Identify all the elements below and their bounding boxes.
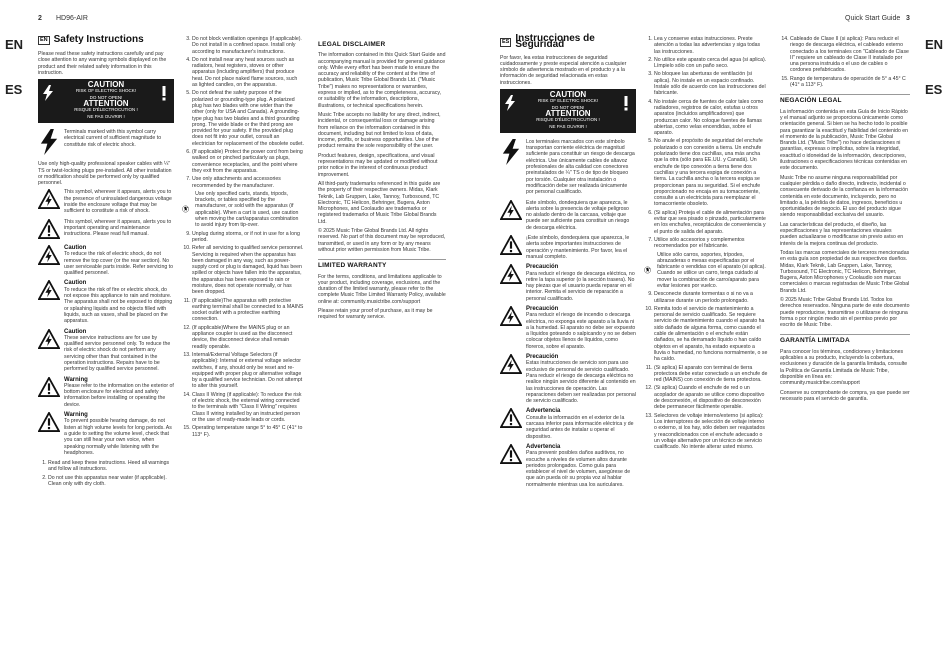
en-caution-2: Caution To reduce the risk of fire or electric shock, do not expose this appliance to rain and moisture. The apparatus shall not be exposed to dripping or splashing liquids and no objects filled with liquids, such as vases, shall be placed on the apparatus. (38, 280, 174, 324)
en-caution-3: Caution These service instructions are for use by qualified service personnel only. To reduce the risk of electric shock do not perform any servicing other than that contained in the operation instructions. Repairs have to be performed by qualified service personnel. (38, 329, 174, 373)
electric-shock-warning-icon (500, 306, 522, 326)
exclamation-warning-icon (500, 444, 522, 464)
en-instructions-list-c: 9. Unplug during storms, or if not in use for a long period. 10. Refer all servicing to qualified service personnel. Servicing is required when the apparatus has been damaged in any way, such as power-supply cord or plug is damaged, liquid has been spilled or objects have fallen into the apparatus, the apparatus has been exposed to rain or moisture, does not operate normally, or has been dropped. 11. (If applicable)The apparatus with protective earthing terminal shall be connected to a MAINS socket outlet with a protective earthing connection. 12. (If applicable)Where the MAINS plug or an appliance coupler is used as the disconnect device, the disconnect device shall remain readily operable. 13. Internal/External Voltage Selectors (if applicable): Internal or external voltage selector switches, if any, should only be reset and re-equipped with proper plug or alternative voltage by a qualified service technician. Do not attempt to alter this yourself. 14. Class II Wiring (if applicable): To reduce the risk of electric shock, the external wiring connected to the terminals with "Class II Wiring" requires Class II wiring installed by an instructed person or the use of ready-made leads or cords. 15. Operating temperature range 5° to 45° C (41° to 113° F). (182, 231, 304, 438)
lang-tab-en-left: EN (5, 37, 24, 52)
guide-title: Quick Start Guide (845, 15, 901, 22)
electric-shock-warning-icon (38, 280, 60, 300)
electric-shock-warning-icon (38, 329, 60, 349)
en-symbol-instructions: This symbol, wherever it appears, alerts you to important operating and maintenance instructions. Please read full manual. (38, 219, 174, 241)
en-cart-warning: Use only specified carts, stands, tripods, brackets, or tables specified by the manufacturer, or sold with the apparatus (if applicable). When a cart is used, use caution when moving the cart/apparatus combination to avoid injury from tip-over. (182, 191, 304, 229)
lightning-bolt-icon (42, 85, 54, 101)
es-section-title: ES Instrucciones de Seguridad (502, 33, 595, 51)
lang-tab-en-right: EN (925, 37, 944, 52)
es-symbol-voltage: Este símbolo, dondequiera que aparezca, le alerta sobre la presencia de voltaje peligroso no aislado dentro de la carcasa, voltaje que puede ser suficiente para constituir un riesgo de descarga eléctrica. (500, 200, 636, 231)
exclamation-icon (158, 85, 170, 101)
lightning-bolt-icon (38, 129, 60, 155)
en-legal-title: LEGAL DISCLAIMER (318, 41, 386, 48)
es-warning-1: Advertencia Consulte la información en el exterior de la carcasa inferior para información eléctrica y de seguridad antes de instalar u operar el dispositivo. (500, 408, 636, 439)
exclamation-warning-icon (500, 235, 522, 255)
es-symbol-instructions: ¡Este símbolo, dondequiera que aparezca, le alerta sobre importantes instrucciones de operación y mantenimiento. Por favor, lea el manual completo. (500, 235, 636, 260)
en-warning-2: Warning To prevent possible hearing damage, do not listen at high volume levels for long periods. As a guide to setting the volume level, check that you can still hear your own voice, when speaking normally while listening with the headphones. (38, 412, 174, 456)
en-column-2 (182, 36, 304, 440)
es-column-3: 14. Cableado de Clase II (si aplica): Para reducir el riesgo de descarga eléctrica, el cableado externo conectado a los terminales con "Cableado de Clase II" requiere un cableado de Clase II instalado por una persona instruida o el uso de cables o cordones prefabricados. 15. Rango de temperatura de operación de 5° a 45° C (41° a 113° F). NEGACIÓN LEGAL La información contenida en esta Guía de Inicio Rápido y el manual adjunto se proporciona únicamente como orientación general. Si bien se ha hecho todo lo posible para garantizar la exactitud y fiabilidad del contenido en el momento de la publicación, Music Tribe Global Brands Ltd. ("Music Tribe") no hace declaraciones ni garantías, expresas o implícitas, sobre la integridad, exactitud o idoneidad de la información, descripciones, ilustraciones o especificaciones técnicas contenidas en este documento. Music Tribe no asume ninguna responsabilidad por cualquier pérdida o daño directo, indirecto, incidental o consecuente derivado de la confianza en la información contenida en este documento, incluyendo, pero no limitado a, la pérdida de datos, ingresos, beneficios u oportunidades de negocio. El uso del producto sigue siendo responsabilidad exclusiva del usuario. Las características del producto, el diseño, las especificaciones y las representaciones visuales pueden actualizarse o modificarse sin previo aviso en interés de la mejora continua del producto. Todas las marcas comerciales de terceros mencionadas en esta guía son propiedad de sus respectivos dueños. Midas, Klark Teknik, Lab Gruppen, Lake, Tannoy, Turbosound, TC Electronic, TC Helicon, Behringer, Bugera, Aston Microphones y Coolaudio son marcas comerciales o marcas registradas de Music Tribe Global Brands Ltd. © 2025 Music Tribe Global Brands Ltd. Todos los derechos reservados. Ninguna parte de este documento puede reproducirse, transmitirse o utilizarse de ninguna forma o por ningún medio sin el permiso previo por escrito de Music Tribe. GARANTÍA LIMITADA Para conocer los términos, condiciones y limitaciones aplicables a su producto, incluyendo la cobertura, exclusiones y duración de la garantía limitada, consulte la Política de Garantía Limitada de Music Tribe, disponible en línea en: community.musictribe.com/support Conserve su comprobante de compra, ya que puede ser necesario para el servicio de garantía. (780, 36, 910, 405)
es-symbol-terminals: Los terminales marcados con este símbolo transportan corriente eléctrica de magnitud suficiente para constituir un riesgo de descarga eléctrica. Use únicamente cables de altavoz profesionales de alta calidad con conectores preinstalados de ¼" TS o de tipo de bloqueo por torsión. Cualquier otra instalación o modificación debe ser realizada únicamente por personal cualificado. (500, 139, 636, 196)
electric-shock-warning-icon (500, 264, 522, 284)
lang-tab-es-right: ES (925, 82, 943, 97)
es-warning-2: Advertencia Para prevenir posibles daños auditivos, no escuche a niveles de volumen altos durante periodos prolongados. Como guía para establecer el nivel de volumen, asegúrese de que aún pueda oír su propia voz al hablar normalmente mientras usa los auriculares. (500, 444, 636, 488)
lightning-bolt-icon (500, 139, 522, 165)
es-instructions-list-a: 1. Lea y conserve estas instrucciones. Preste atención a todas las advertencias y siga todas las instrucciones. 2. No utilice este aparato cerca del agua (si aplica). Límpielo sólo con un paño seco. 3. No bloquee las aberturas de ventilación (si aplica). No instale en un espacio confinado. Instale sólo de acuerdo con las instrucciones del fabricante. 4. No instale cerca de fuentes de calor tales como radiadores, registros de calor, estufas u otros aparatos (incluidos amplificadores) que produzcan calor. No coloque fuentes de llamas abiertas, como velas encendidas, sobre el aparato. 5. No anule el propósito de seguridad del enchufe polarizado o con conexión a tierra. Un enchufe polarizado tiene dos cuchillas, una más ancha que la otra (sólo para EE.UU. y Canadá). Un enchufe de tipo conexión a tierra tiene dos cuchillas y una tercera espiga de conexión a tierra. La cuchilla ancha o la tercera espiga se proporcionan para su seguridad. Si el enchufe proporcionado no encaja en su tomacorriente, consulte a un electricista para reemplazar el tomacorriente obsoleto. 6. (Si aplica) Proteja el cable de alimentación para evitar que sea pisado o pinzado, particularmente en los enchufes, receptáculos de conveniencia y el punto de salida del aparato. 7. Utilice sólo accesorios y complementos recomendados por el fabricante. (644, 36, 768, 250)
es-intro: Por favor, lea estas instrucciones de seguridad cuidadosamente y preste especial atención a cualquier símbolo de advertencia mostrado en el producto y a la información de seguridad relacionada en estas instrucciones. (500, 54, 627, 86)
en-column-3: LEGAL DISCLAIMER The information contained in this Quick Start Guide and accompanying manual is provided for general guidance only. While every effort has been made to ensure the accuracy and reliability of the content at the time of publication, Music Tribe Global Brands Ltd. ("Music Tribe") makes no representations or warranties, express or implied, as to the completeness, accuracy, or suitability of the information, descriptions, illustrations, or technical specifications herein. Music Tribe accepts no liability for any direct, indirect, incidental, or consequential loss or damage arising from reliance on the information contained in this document, including but not limited to loss of data, income, profits, or business opportunities. Use of the product remains the sole responsibility of the user. Product features, design, specifications, and visual representations may be updated or modified without prior notice in the interest of continuous product improvement. All third-party trademarks referenced in this guide are the property of their respective owners. Midas, Klark Teknik, Lab Gruppen, Lake, Tannoy, Turbosound, TC Electronic, TC Helicon, Behringer, Bugera, Aston Microphones, and Coolaudio are trademarks or registered trademarks of Music Tribe Global Brands Ltd. © 2025 Music Tribe Global Brands Ltd. All rights reserved. No part of this document may be reproduced, transmitted, or used in any form or by any means without prior written permission from Music Tribe. LIMITED WARRANTY For the terms, conditions, and limitations applicable to your product, including coverage, exclusions, and the duration of the limited warranty, please refer to the complete Music Tribe Limited Warranty Policy, available online at: community.musictribe.com/support Please retain your proof of purchase, as it may be required for warranty service. (318, 41, 446, 321)
exclamation-icon (620, 95, 632, 111)
lightning-bolt-icon (504, 95, 516, 111)
en-caution-1: Caution To reduce the risk of electric shock, do not remove the top cover (or the rear section). No user serviceable parts inside. Refer servicing to qualified personnel. (38, 245, 174, 276)
model-name: HD96-AIR (56, 15, 88, 22)
es-instructions-list-b: 9. Desconecte durante tormentas o si no va a utilizarse durante un período prolongado. 10. Remita todo el servicio de mantenimiento a personal de servicio cualificado. Se requiere servicio de mantenimiento cuando el aparato ha sido dañado de alguna forma, como cuando el cable de alimentación o el enchufe están dañados, se ha derramado líquido o han caído objetos en el aparato, ha estado expuesto a lluvia o humedad, no funciona normalmente, o se ha caído. 11. (Si aplica) El aparato con terminal de tierra protectora debe estar conectado a un enchufe de red (MAINS) con conexión de tierra protectora. 12. (Si aplica) Cuando el enchufe de red o un acoplador de aparato se utilice como dispositivo de desconexión, el dispositivo de desconexión debe permanecer fácilmente operable. 13. Selectores de voltaje interno/externo (si aplica): Los interruptores de selección de voltaje interno o externo, si los hay, sólo deben ser reajustados y reacondicionados con el enchufe adecuado o un voltaje alternativo por un técnico de servicio cualificado. No intente alterar usted mismo. (644, 291, 768, 450)
es-cart-warning: Utilice sólo carros, soportes, trípodes, abrazaderas o mesas especificadas por el fabricante o vendidas con el aparato (si aplica). Cuando se utilice un carro, tenga cuidado al mover la combinación de carro/aparato para evitar lesiones por vuelco. (644, 252, 768, 290)
cart-tip-over-icon (182, 191, 189, 227)
page-number-left: 2 (38, 15, 42, 22)
en-symbol-terminals: Terminals marked with this symbol carry electrical current of sufficient magnitude to constitute risk of electric shock. (38, 129, 174, 157)
es-column-1 (500, 33, 636, 492)
es-caution-3: Precaución Estas instrucciones de servicio son para uso exclusivo de personal de servicio cualificado. Para reducir el riesgo de descarga eléctrica no realice ningún servicio diferente al contenido en las instrucciones de operación. Las reparaciones deben ser realizadas por personal de servicio cualificado. (500, 354, 636, 404)
es-warranty-title: GARANTÍA LIMITADA (780, 334, 910, 344)
en-intro: Please read these safety instructions carefully and pay close attention to any warning symbols displayed on the product and their related safety information in this instruction. (38, 51, 167, 76)
en-warning-1: Warning Please refer to the information on the exterior of bottom enclosure for electrical and safety information before installing or operating the device. (38, 377, 174, 408)
en-symbol-terminals-more: Use only high-quality professional speaker cables with ¼" TS or twist-locking plugs pre-installed. All other installation or modification should be performed only by qualified personnel. (38, 161, 172, 187)
en-caution-box: CAUTION RISK OF ELECTRIC SHOCK! DO NOT OPEN! ATTENTION RISQUE D'ÉLECTROCUTION ! NE PAS OUVRIR ! (38, 79, 174, 123)
electric-shock-warning-icon (500, 200, 522, 220)
exclamation-warning-icon (38, 377, 60, 397)
electric-shock-warning-icon (38, 189, 60, 209)
en-instructions-list-a: 1. Read and keep these instructions. Heed all warnings and follow all instructions. 2. Do not use this apparatus near water (if applicable). Clean only with dry cloth. (38, 460, 174, 487)
en-instructions-list-b: 3. Do not block ventilation openings (if applicable). Do not install in a confined space. Install only according to manufacturer's instructions. 4. Do not install near any heat sources such as radiators, heat registers, stoves or other apparatus (including amplifiers) that produce heat. Do not place naked flame sources, such as lighted candles, on the apparatus. 5. Do not defeat the safety purpose of the polarized or grounding-type plug. A polarized plug has two blades with one wider than the other (only for USA and Canada). A grounding-type plug has two blades and a third grounding prong. The wide blade or the third prong are provided for your safety. If the provided plug does not fit into your outlet, consult an electrician for replacement of the obsolete outlet. 6. (If applicable) Protect the power cord from being walked on or pinched particularly as plugs, convenience receptacles, and the point where they exit from the apparatus. 7. Use only attachments and accessories recommended by the manufacturer. (182, 36, 304, 189)
exclamation-warning-icon (38, 412, 60, 432)
electric-shock-warning-icon (38, 245, 60, 265)
es-caution-2: Precaución Para reducir el riesgo de incendio o descarga eléctrica, no exponga este aparato a la lluvia ni a la humedad. El aparato no debe ser expuesto a líquidos goteando o salpicando y no se deben colocar objetos llenos de líquidos, como floreros, sobre el aparato. (500, 306, 636, 350)
lang-tab-es-left: ES (5, 82, 23, 97)
es-column-2 (644, 36, 768, 452)
en-section-title: EN Safety Instructions (40, 34, 144, 46)
es-legal-title: NEGACIÓN LEGAL (780, 94, 910, 104)
es-caution-1: Precaución Para reducir el riesgo de descarga eléctrica, no retire la tapa superior (o la sección trasera). No hay piezas que el usuario pueda reparar en el interior. Remita el servicio de reparación a personal cualificado. (500, 264, 636, 302)
en-column-1 (38, 36, 174, 489)
exclamation-warning-icon (38, 219, 60, 239)
es-caution-box: CAUTION RISK OF ELECTRIC SHOCK! DO NOT OPEN! ATTENTION RISQUE D'ÉLECTROCUTION ! NE PAS OUVRIR ! (500, 89, 636, 133)
exclamation-warning-icon (500, 408, 522, 428)
en-warranty-title: LIMITED WARRANTY (318, 259, 446, 269)
cart-tip-over-icon (644, 252, 651, 288)
en-symbol-voltage: This symbol, wherever it appears, alerts you to the presence of uninsulated dangerous voltage inside the enclosure voltage that may be sufficient to constitute a risk of shock. (38, 189, 174, 214)
es-instructions-list-c: 14. Cableado de Clase II (si aplica): Para reducir el riesgo de descarga eléctrica, el cableado externo conectado a los terminales con "Cableado de Clase II" requiere un cableado de Clase II instalado por una persona instruida o el uso de cables o cordones prefabricados. 15. Rango de temperatura de operación de 5° a 45° C (41° a 113° F). (780, 36, 910, 88)
page-number-right: 3 (906, 15, 910, 22)
electric-shock-warning-icon (500, 354, 522, 374)
